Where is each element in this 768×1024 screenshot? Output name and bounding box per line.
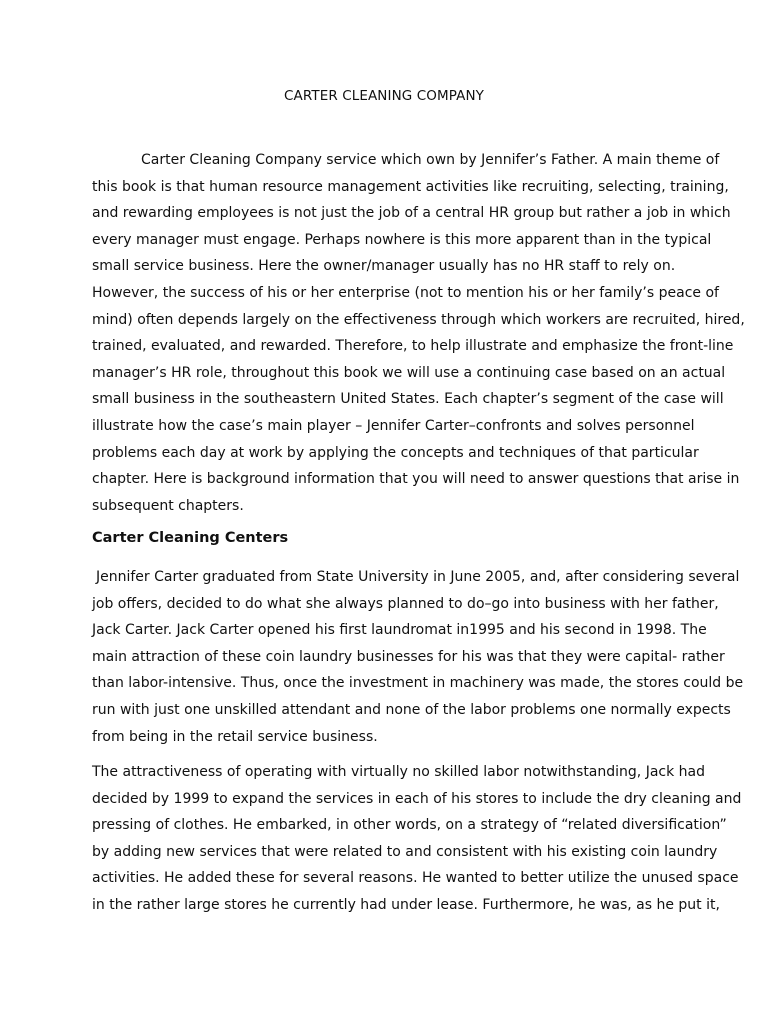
paragraph-line: every manager must engage. Perhaps nowhere is this more apparent than in the typical	[92, 231, 712, 248]
paragraph-line: job offers, decided to do what she always planned to do–go into business with her father,	[92, 595, 719, 612]
paragraph-line: illustrate how the case’s main player – Jennifer Carter–confronts and solves personnel	[92, 417, 695, 434]
paragraph-line: decided by 1999 to expand the services in each of his stores to include the dry cleaning and	[92, 790, 742, 807]
paragraph-line: main attraction of these coin laundry businesses for his was that they were capital- rather	[92, 648, 725, 665]
paragraph-line: this book is that human resource management activities like recruiting, selecting, training,	[92, 178, 729, 195]
paragraph-line: Jack Carter. Jack Carter opened his first laundromat in1995 and his second in 1998. The	[92, 622, 707, 639]
paragraph-line: and rewarding employees is not just the job of a central HR group but rather a job in which	[92, 205, 731, 222]
paragraph-line: pressing of clothes. He embarked, in other words, on a strategy of “related diversification”	[92, 817, 727, 834]
paragraph-line: mind) often depends largely on the effectiveness through which workers are recruited, hired,	[92, 311, 745, 328]
paragraph-line: subsequent chapters.	[92, 497, 244, 514]
paragraph-line: small service business. Here the owner/manager usually has no HR staff to rely on.	[92, 258, 676, 275]
paragraph-line: by adding new services that were related to and consistent with his existing coin laundry	[92, 843, 718, 860]
paragraph-line: from being in the retail service business.	[92, 728, 378, 745]
paragraph-background	[92, 564, 744, 750]
paragraph-diversification	[92, 759, 742, 919]
paragraph-line: activities. He added these for several reasons. He wanted to better utilize the unused space	[92, 870, 739, 887]
paragraph-line: trained, evaluated, and rewarded. Therefore, to help illustrate and emphasize the front-line	[92, 338, 734, 355]
section-heading: Carter Cleaning Centers	[92, 530, 289, 546]
paragraph-line: problems each day at work by applying the concepts and techniques of that particular	[92, 444, 699, 461]
paragraph-line: small business in the southeastern United States. Each chapter’s segment of the case will	[92, 391, 724, 408]
paragraph-line: However, the success of his or her enterprise (not to mention his or her family’s peace of	[92, 284, 719, 301]
paragraph-intro	[92, 147, 745, 519]
paragraph-line: The attractiveness of operating with virtually no skilled labor notwithstanding, Jack had	[92, 764, 705, 780]
paragraph-line: in the rather large stores he currently had under lease. Furthermore, he was, as he put it,	[92, 896, 720, 913]
document-title: CARTER CLEANING COMPANY	[283, 88, 484, 104]
paragraph-line: chapter. Here is background information that you will need to answer questions that arise in	[92, 471, 740, 488]
paragraph-line: manager’s HR role, throughout this book we will use a continuing case based on an actual	[92, 364, 726, 381]
paragraph-line: Jennifer Carter graduated from State University in June 2005, and, after considering several	[96, 569, 740, 585]
paragraph-line: Carter Cleaning Company service which own by Jennifer’s Father. A main theme of	[141, 152, 720, 168]
paragraph-line: than labor-intensive. Thus, once the investment in machinery was made, the stores could be	[92, 675, 744, 692]
paragraph-line: run with just one unskilled attendant and none of the labor problems one normally expects	[92, 701, 731, 718]
